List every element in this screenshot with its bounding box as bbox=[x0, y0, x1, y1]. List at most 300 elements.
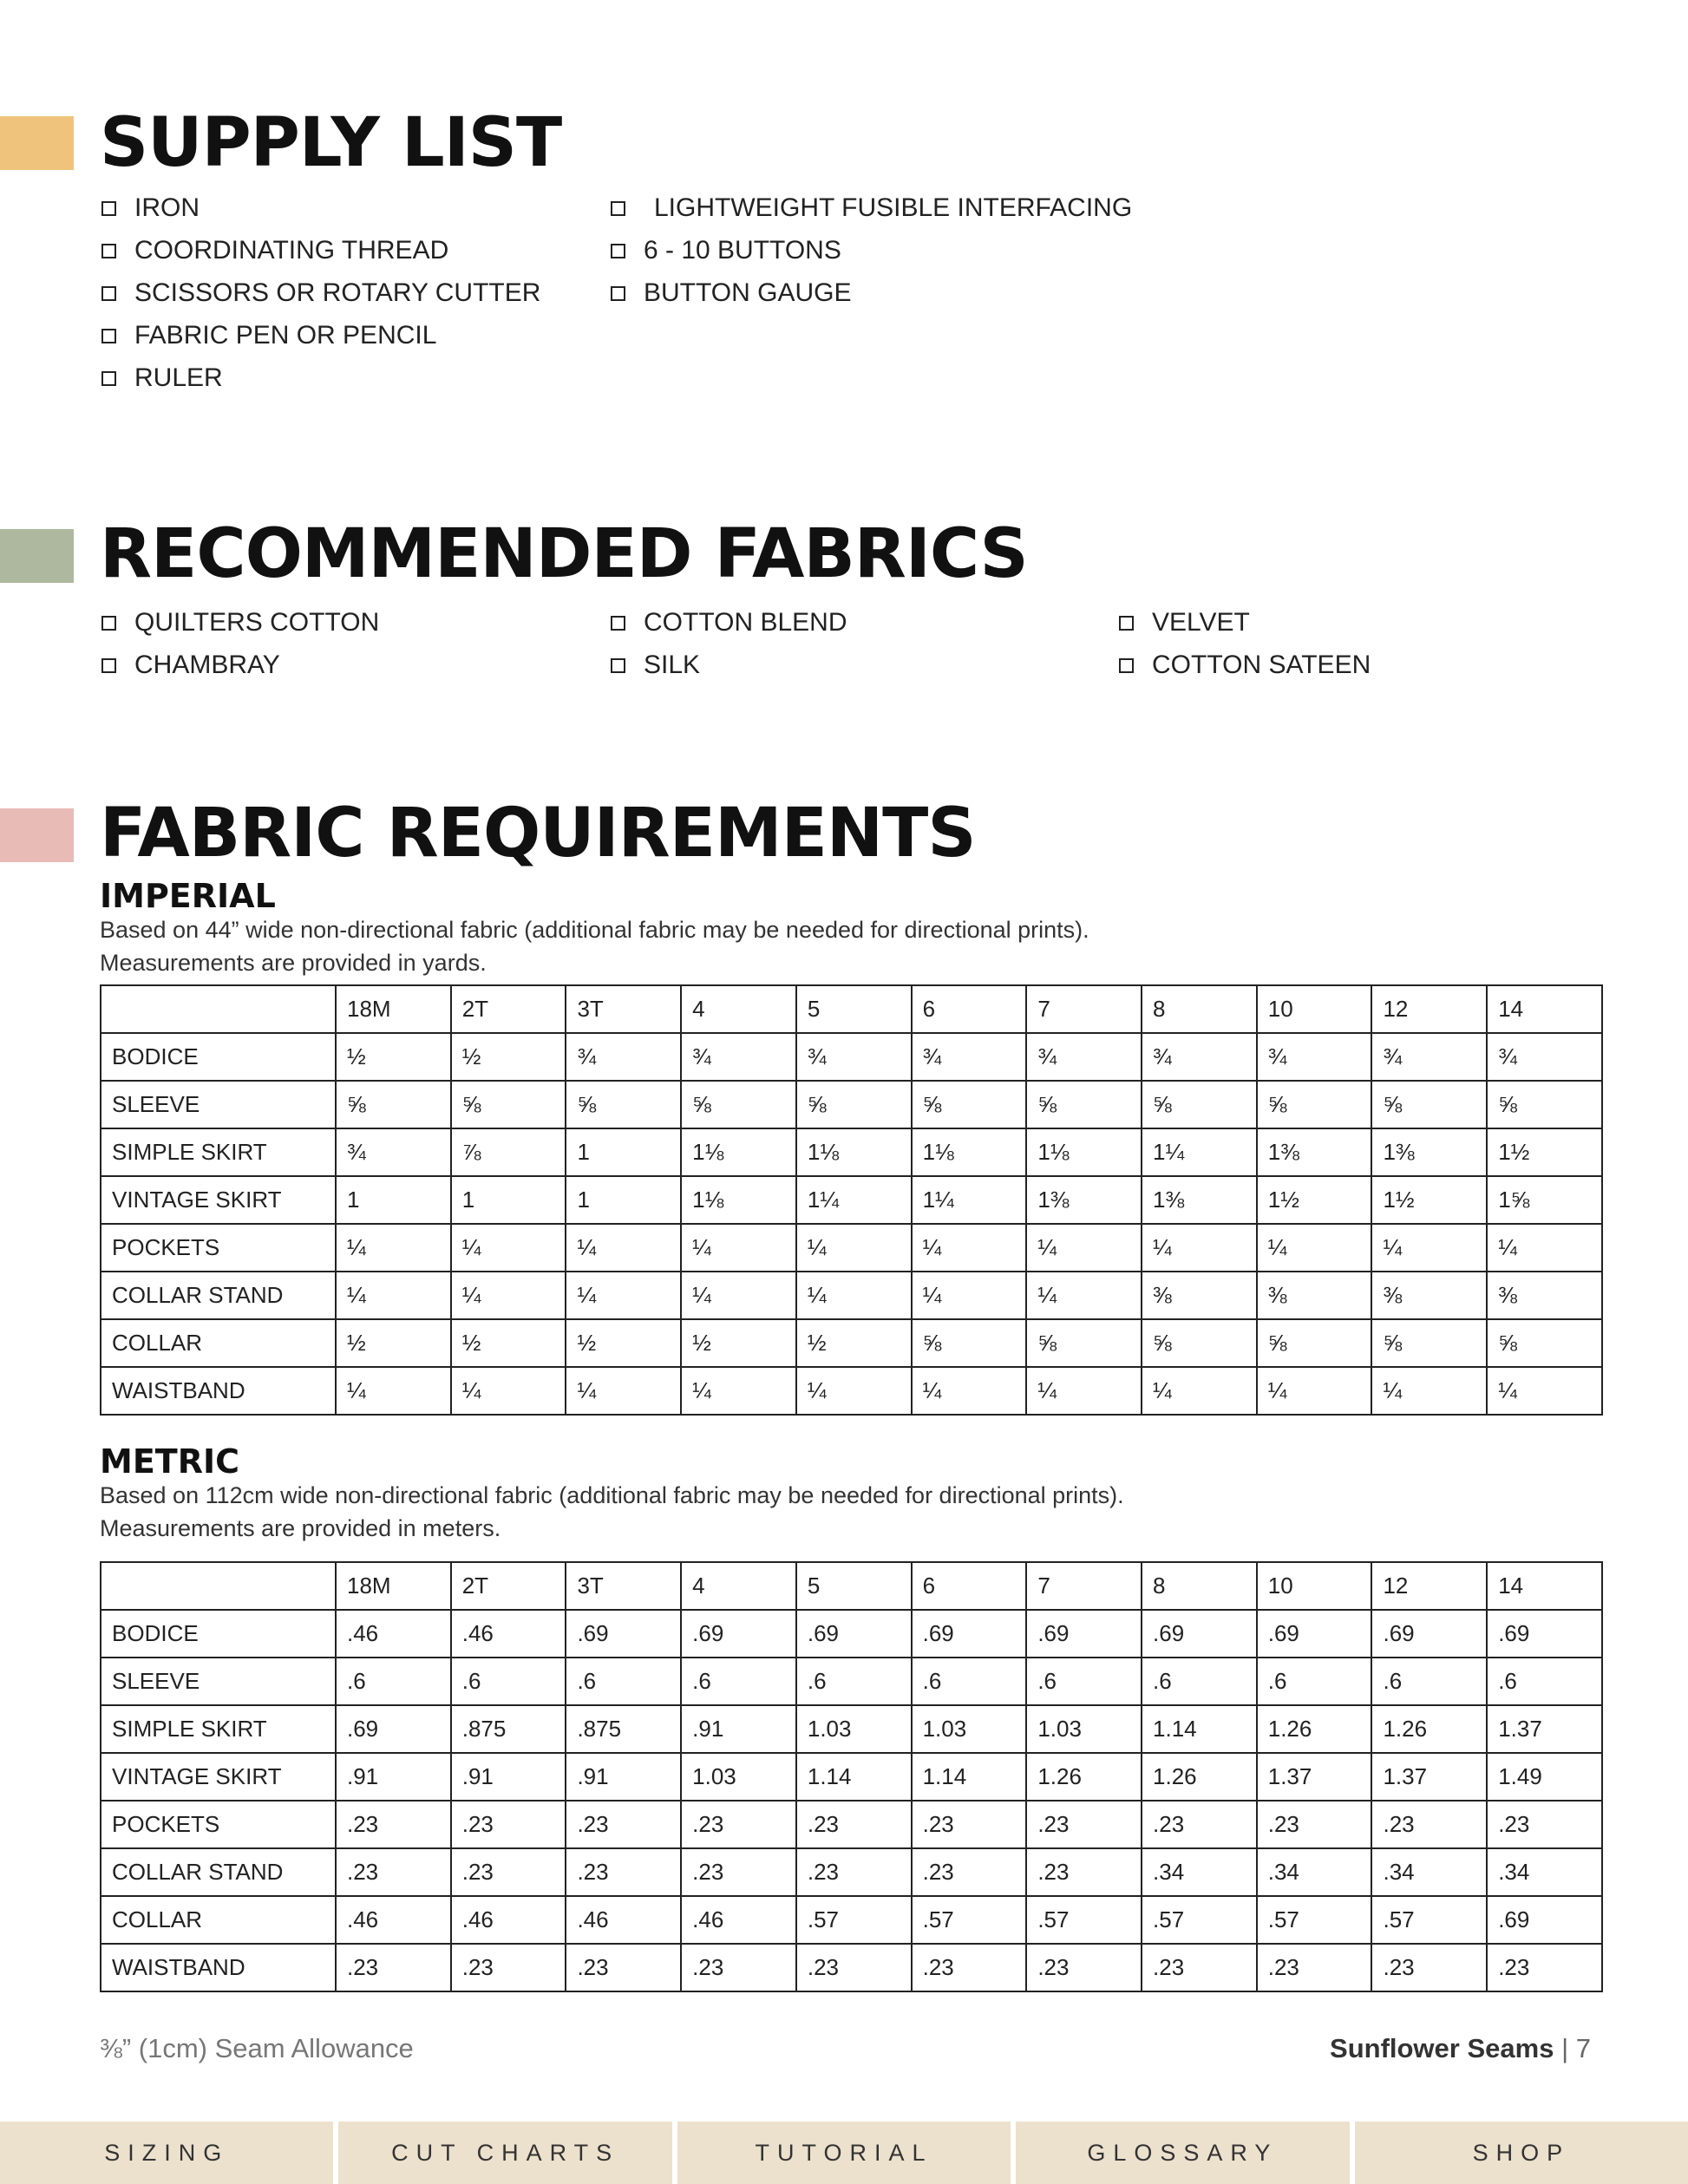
value-cell: .34 bbox=[1371, 1848, 1487, 1896]
fabric-item-chambray[interactable] bbox=[101, 652, 280, 678]
metric-table bbox=[100, 1561, 1603, 1992]
value-cell: .69 bbox=[1371, 1610, 1487, 1658]
requirements-accent-bar bbox=[0, 808, 74, 862]
size-header-cell: 6 bbox=[912, 1562, 1027, 1610]
value-cell: .6 bbox=[1257, 1658, 1372, 1705]
value-cell: ⅝ bbox=[796, 1081, 912, 1128]
value-cell: ½ bbox=[451, 1319, 566, 1367]
value-cell: ¼ bbox=[912, 1224, 1027, 1272]
value-cell: ¼ bbox=[681, 1272, 796, 1319]
value-cell: 1.26 bbox=[1257, 1705, 1372, 1753]
value-cell: .6 bbox=[1026, 1658, 1142, 1705]
value-cell: ¼ bbox=[796, 1224, 912, 1272]
value-cell: 1⅛ bbox=[1026, 1128, 1142, 1176]
value-cell: .57 bbox=[1257, 1896, 1372, 1944]
value-cell: 1⅜ bbox=[1142, 1176, 1257, 1224]
row-label-cell: VINTAGE SKIRT bbox=[101, 1753, 336, 1801]
value-cell: ¾ bbox=[681, 1033, 796, 1081]
value-cell: 1⅛ bbox=[796, 1128, 912, 1176]
value-cell: ¾ bbox=[336, 1128, 451, 1176]
value-cell: ¼ bbox=[796, 1272, 912, 1319]
table-row bbox=[101, 1176, 1602, 1224]
size-header-cell: 7 bbox=[1026, 985, 1142, 1033]
value-cell: .34 bbox=[1142, 1848, 1257, 1896]
imperial-table bbox=[100, 984, 1603, 1416]
nav-cut-charts[interactable]: CUT CHARTS bbox=[338, 2122, 671, 2184]
value-cell: 1.37 bbox=[1487, 1705, 1602, 1753]
supply-item-thread[interactable] bbox=[101, 238, 448, 264]
value-cell: .23 bbox=[451, 1848, 566, 1896]
row-label-cell: SIMPLE SKIRT bbox=[101, 1705, 336, 1753]
supply-list-title: SUPPLY LIST bbox=[100, 104, 562, 182]
value-cell: .23 bbox=[796, 1848, 912, 1896]
checkbox[interactable] bbox=[1119, 616, 1134, 631]
value-cell: .23 bbox=[566, 1801, 681, 1848]
checkbox[interactable] bbox=[101, 329, 116, 343]
value-cell: 1½ bbox=[1371, 1176, 1487, 1224]
metric-table-body bbox=[101, 1562, 1602, 1991]
table-row bbox=[101, 1658, 1602, 1705]
value-cell: ⅝ bbox=[451, 1081, 566, 1128]
value-cell: 1.26 bbox=[1026, 1753, 1142, 1801]
checkbox[interactable] bbox=[611, 286, 625, 301]
nav-tutorial[interactable]: TUTORIAL bbox=[677, 2122, 1011, 2184]
table-row bbox=[101, 1801, 1602, 1848]
value-cell: .23 bbox=[681, 1801, 796, 1848]
fabric-item-silk[interactable] bbox=[611, 652, 700, 678]
supply-item-fabric-pen[interactable] bbox=[101, 323, 436, 349]
value-cell: ¼ bbox=[336, 1272, 451, 1319]
value-cell: ¼ bbox=[1142, 1224, 1257, 1272]
value-cell: .69 bbox=[1257, 1610, 1372, 1658]
fabric-item-label: SILK bbox=[644, 651, 701, 679]
brand-name: Sunflower Seams bbox=[1330, 2033, 1554, 2063]
value-cell: .23 bbox=[1026, 1801, 1142, 1848]
value-cell: .46 bbox=[336, 1610, 451, 1658]
value-cell: .34 bbox=[1487, 1848, 1602, 1896]
value-cell: .46 bbox=[451, 1896, 566, 1944]
value-cell: .69 bbox=[336, 1705, 451, 1753]
value-cell: ¼ bbox=[681, 1224, 796, 1272]
seam-allowance-note: ⅜” (1cm) Seam Allowance bbox=[100, 2033, 414, 2063]
footer-separator: | bbox=[1561, 2033, 1569, 2063]
value-cell: ¾ bbox=[1371, 1033, 1487, 1081]
value-cell: ⅝ bbox=[681, 1081, 796, 1128]
value-cell: ¼ bbox=[1371, 1224, 1487, 1272]
value-cell: .23 bbox=[681, 1848, 796, 1896]
value-cell: ⅝ bbox=[1487, 1319, 1602, 1367]
row-label-cell: POCKETS bbox=[101, 1224, 336, 1272]
size-header-cell: 3T bbox=[566, 1562, 681, 1610]
value-cell: .6 bbox=[681, 1658, 796, 1705]
value-cell: .69 bbox=[1142, 1610, 1257, 1658]
table-corner-cell bbox=[101, 1562, 336, 1610]
checkbox[interactable] bbox=[101, 371, 116, 386]
table-row bbox=[101, 1705, 1602, 1753]
table-row bbox=[101, 1081, 1602, 1128]
value-cell: 1⅛ bbox=[912, 1128, 1027, 1176]
value-cell: ¾ bbox=[566, 1033, 681, 1081]
fabric-item-label: VELVET bbox=[1152, 608, 1250, 637]
size-header-cell: 8 bbox=[1142, 1562, 1257, 1610]
value-cell: 1⅜ bbox=[1371, 1128, 1487, 1176]
checkbox[interactable] bbox=[1119, 658, 1134, 673]
value-cell: .91 bbox=[451, 1753, 566, 1801]
value-cell: ¼ bbox=[566, 1367, 681, 1415]
row-label-cell: WAISTBAND bbox=[101, 1944, 336, 1991]
value-cell: .23 bbox=[566, 1848, 681, 1896]
value-cell: 1.03 bbox=[796, 1705, 912, 1753]
value-cell: 1¼ bbox=[796, 1176, 912, 1224]
size-header-cell: 7 bbox=[1026, 1562, 1142, 1610]
value-cell: ¼ bbox=[681, 1367, 796, 1415]
value-cell: ½ bbox=[796, 1319, 912, 1367]
value-cell: ⅝ bbox=[912, 1319, 1027, 1367]
value-cell: ¼ bbox=[1142, 1367, 1257, 1415]
value-cell: ⅝ bbox=[1257, 1319, 1372, 1367]
value-cell: 1¼ bbox=[912, 1176, 1027, 1224]
value-cell: 1.03 bbox=[681, 1753, 796, 1801]
fabric-item-quilters-cotton[interactable] bbox=[101, 610, 379, 636]
checkbox[interactable] bbox=[611, 244, 625, 258]
value-cell: .23 bbox=[1026, 1944, 1142, 1991]
value-cell: .23 bbox=[336, 1848, 451, 1896]
checkbox[interactable] bbox=[101, 658, 116, 673]
supply-item-scissors[interactable] bbox=[101, 280, 540, 306]
row-label-cell: BODICE bbox=[101, 1033, 336, 1081]
value-cell: .23 bbox=[912, 1801, 1027, 1848]
size-header-cell: 5 bbox=[796, 1562, 912, 1610]
value-cell: .46 bbox=[336, 1896, 451, 1944]
imperial-title: IMPERIAL bbox=[100, 877, 276, 915]
value-cell: .23 bbox=[1142, 1944, 1257, 1991]
table-row bbox=[101, 1128, 1602, 1176]
row-label-cell: VINTAGE SKIRT bbox=[101, 1176, 336, 1224]
value-cell: ⅜ bbox=[1371, 1272, 1487, 1319]
table-row bbox=[101, 1367, 1602, 1415]
fabrics-accent-bar bbox=[0, 529, 74, 583]
supply-item-label: COORDINATING THREAD bbox=[134, 236, 449, 265]
value-cell: .23 bbox=[912, 1944, 1027, 1991]
value-cell: .6 bbox=[1487, 1658, 1602, 1705]
value-cell: 1 bbox=[451, 1176, 566, 1224]
value-cell: ½ bbox=[566, 1319, 681, 1367]
value-cell: .23 bbox=[796, 1944, 912, 1991]
recommended-fabrics-title: RECOMMENDED FABRICS bbox=[100, 515, 1028, 593]
value-cell: .23 bbox=[1142, 1801, 1257, 1848]
value-cell: .23 bbox=[796, 1801, 912, 1848]
imperial-description bbox=[100, 913, 1089, 979]
row-label-cell: COLLAR bbox=[101, 1319, 336, 1367]
checkbox[interactable] bbox=[101, 201, 116, 216]
supply-accent-bar bbox=[0, 116, 74, 170]
supply-item-label: IRON bbox=[134, 193, 200, 222]
nav-glossary[interactable]: GLOSSARY bbox=[1016, 2122, 1349, 2184]
fabric-requirements-title: FABRIC REQUIREMENTS bbox=[100, 794, 976, 873]
supply-item-ruler[interactable] bbox=[101, 365, 223, 391]
value-cell: .57 bbox=[1142, 1896, 1257, 1944]
value-cell: 1⅝ bbox=[1487, 1176, 1602, 1224]
value-cell: .23 bbox=[1257, 1801, 1372, 1848]
row-label-cell: COLLAR STAND bbox=[101, 1848, 336, 1896]
value-cell: .6 bbox=[912, 1658, 1027, 1705]
value-cell: ⅜ bbox=[1487, 1272, 1602, 1319]
checkbox[interactable] bbox=[611, 616, 625, 631]
size-header-cell: 12 bbox=[1371, 985, 1487, 1033]
value-cell: ½ bbox=[336, 1319, 451, 1367]
value-cell: .23 bbox=[451, 1944, 566, 1991]
value-cell: .57 bbox=[1026, 1896, 1142, 1944]
value-cell: .6 bbox=[566, 1658, 681, 1705]
table-row bbox=[101, 1848, 1602, 1896]
value-cell: ¼ bbox=[1026, 1224, 1142, 1272]
fabric-item-label: QUILTERS COTTON bbox=[134, 608, 380, 637]
value-cell: .69 bbox=[1487, 1610, 1602, 1658]
imperial-description-line1: Based on 44” wide non-directional fabric (additional fabric may be needed for directional prints). bbox=[100, 917, 1089, 943]
value-cell: .23 bbox=[451, 1801, 566, 1848]
value-cell: ⅝ bbox=[1142, 1081, 1257, 1128]
value-cell: ⅜ bbox=[1257, 1272, 1372, 1319]
size-header-cell: 8 bbox=[1142, 985, 1257, 1033]
value-cell: ½ bbox=[336, 1033, 451, 1081]
value-cell: ¾ bbox=[1257, 1033, 1372, 1081]
value-cell: ¼ bbox=[566, 1224, 681, 1272]
value-cell: 1⅜ bbox=[1257, 1128, 1372, 1176]
value-cell: ⅝ bbox=[1371, 1081, 1487, 1128]
checkbox[interactable] bbox=[611, 658, 625, 673]
page-number: 7 bbox=[1575, 2033, 1591, 2063]
value-cell: ⅝ bbox=[566, 1081, 681, 1128]
checkbox[interactable] bbox=[101, 616, 116, 631]
value-cell: .23 bbox=[336, 1801, 451, 1848]
value-cell: ⅝ bbox=[1371, 1319, 1487, 1367]
size-header-cell: 12 bbox=[1371, 1562, 1487, 1610]
imperial-table-body bbox=[101, 985, 1602, 1415]
metric-description-line1: Based on 112cm wide non-directional fabric (additional fabric may be needed for directional prints). bbox=[100, 1482, 1124, 1508]
checkbox[interactable] bbox=[611, 201, 625, 216]
value-cell: ¼ bbox=[796, 1367, 912, 1415]
value-cell: ⅝ bbox=[1026, 1319, 1142, 1367]
value-cell: 1 bbox=[336, 1176, 451, 1224]
value-cell: .69 bbox=[912, 1610, 1027, 1658]
value-cell: 1.37 bbox=[1257, 1753, 1372, 1801]
size-header-cell: 10 bbox=[1257, 985, 1372, 1033]
value-cell: .46 bbox=[566, 1896, 681, 1944]
value-cell: ¼ bbox=[566, 1272, 681, 1319]
value-cell: ¾ bbox=[1026, 1033, 1142, 1081]
value-cell: .6 bbox=[796, 1658, 912, 1705]
value-cell: ¼ bbox=[912, 1367, 1027, 1415]
table-header-row bbox=[101, 1562, 1602, 1610]
value-cell: 1½ bbox=[1487, 1128, 1602, 1176]
fabric-item-cotton-blend[interactable] bbox=[611, 610, 847, 636]
value-cell: .6 bbox=[451, 1658, 566, 1705]
metric-description-line2: Measurements are provided in meters. bbox=[100, 1515, 501, 1541]
value-cell: ¼ bbox=[1487, 1367, 1602, 1415]
row-label-cell: SIMPLE SKIRT bbox=[101, 1128, 336, 1176]
size-header-cell: 6 bbox=[912, 985, 1027, 1033]
value-cell: ⅝ bbox=[336, 1081, 451, 1128]
size-header-cell: 14 bbox=[1487, 985, 1602, 1033]
supply-item-interfacing[interactable] bbox=[611, 195, 1132, 221]
supply-item-label: BUTTON GAUGE bbox=[644, 278, 852, 307]
row-label-cell: SLEEVE bbox=[101, 1081, 336, 1128]
size-header-cell: 14 bbox=[1487, 1562, 1602, 1610]
size-header-cell: 5 bbox=[796, 985, 912, 1033]
value-cell: .57 bbox=[912, 1896, 1027, 1944]
value-cell: 1.03 bbox=[1026, 1705, 1142, 1753]
value-cell: 1 bbox=[566, 1176, 681, 1224]
supply-item-buttons[interactable] bbox=[611, 238, 841, 264]
value-cell: .23 bbox=[681, 1944, 796, 1991]
value-cell: .69 bbox=[1026, 1610, 1142, 1658]
value-cell: ½ bbox=[451, 1033, 566, 1081]
value-cell: ¾ bbox=[912, 1033, 1027, 1081]
row-label-cell: COLLAR bbox=[101, 1896, 336, 1944]
value-cell: .23 bbox=[1371, 1801, 1487, 1848]
value-cell: ¼ bbox=[336, 1224, 451, 1272]
bottom-nav bbox=[0, 2122, 1688, 2184]
value-cell: ¼ bbox=[451, 1224, 566, 1272]
imperial-description-line2: Measurements are provided in yards. bbox=[100, 950, 487, 976]
size-header-cell: 3T bbox=[566, 985, 681, 1033]
supply-item-label: RULER bbox=[134, 363, 223, 392]
supply-item-label: SCISSORS OR ROTARY CUTTER bbox=[134, 278, 541, 307]
fabric-item-cotton-sateen[interactable] bbox=[1119, 652, 1371, 678]
table-row bbox=[101, 1610, 1602, 1658]
row-label-cell: BODICE bbox=[101, 1610, 336, 1658]
value-cell: .46 bbox=[681, 1896, 796, 1944]
value-cell: .875 bbox=[451, 1705, 566, 1753]
value-cell: 1.14 bbox=[796, 1753, 912, 1801]
value-cell: ¾ bbox=[1487, 1033, 1602, 1081]
table-row bbox=[101, 1753, 1602, 1801]
value-cell: .23 bbox=[336, 1944, 451, 1991]
value-cell: .875 bbox=[566, 1705, 681, 1753]
value-cell: ¼ bbox=[1487, 1224, 1602, 1272]
value-cell: .6 bbox=[336, 1658, 451, 1705]
value-cell: .23 bbox=[1026, 1848, 1142, 1896]
supply-item-label: FABRIC PEN OR PENCIL bbox=[134, 321, 437, 350]
value-cell: ¾ bbox=[796, 1033, 912, 1081]
table-row bbox=[101, 1224, 1602, 1272]
value-cell: .91 bbox=[681, 1705, 796, 1753]
metric-description bbox=[100, 1479, 1124, 1545]
value-cell: .23 bbox=[566, 1944, 681, 1991]
size-header-cell: 2T bbox=[451, 1562, 566, 1610]
value-cell: .69 bbox=[796, 1610, 912, 1658]
fabric-item-velvet[interactable] bbox=[1119, 610, 1250, 636]
value-cell: ¼ bbox=[1026, 1367, 1142, 1415]
value-cell: ¼ bbox=[1371, 1367, 1487, 1415]
table-row bbox=[101, 1319, 1602, 1367]
value-cell: .91 bbox=[566, 1753, 681, 1801]
value-cell: .46 bbox=[451, 1610, 566, 1658]
value-cell: .69 bbox=[681, 1610, 796, 1658]
checkbox[interactable] bbox=[101, 244, 116, 258]
row-label-cell: SLEEVE bbox=[101, 1658, 336, 1705]
value-cell: ¾ bbox=[1142, 1033, 1257, 1081]
value-cell: 1⅜ bbox=[1026, 1176, 1142, 1224]
value-cell: ⅜ bbox=[1142, 1272, 1257, 1319]
row-label-cell: WAISTBAND bbox=[101, 1367, 336, 1415]
checkbox[interactable] bbox=[101, 286, 116, 301]
value-cell: .23 bbox=[912, 1848, 1027, 1896]
table-corner-cell bbox=[101, 985, 336, 1033]
value-cell: .6 bbox=[1371, 1658, 1487, 1705]
value-cell: .69 bbox=[1487, 1896, 1602, 1944]
value-cell: 1⅛ bbox=[681, 1128, 796, 1176]
table-row bbox=[101, 1944, 1602, 1991]
value-cell: ⅝ bbox=[912, 1081, 1027, 1128]
size-header-cell: 10 bbox=[1257, 1562, 1372, 1610]
table-row bbox=[101, 1272, 1602, 1319]
row-label-cell: COLLAR STAND bbox=[101, 1272, 336, 1319]
value-cell: 1.37 bbox=[1371, 1753, 1487, 1801]
size-header-cell: 18M bbox=[336, 1562, 451, 1610]
size-header-cell: 4 bbox=[681, 985, 796, 1033]
value-cell: ¼ bbox=[336, 1367, 451, 1415]
value-cell: ⅝ bbox=[1026, 1081, 1142, 1128]
metric-title: METRIC bbox=[100, 1442, 239, 1481]
value-cell: ⅞ bbox=[451, 1128, 566, 1176]
value-cell: .91 bbox=[336, 1753, 451, 1801]
value-cell: 1½ bbox=[1257, 1176, 1372, 1224]
value-cell: ¼ bbox=[1257, 1367, 1372, 1415]
value-cell: .23 bbox=[1257, 1944, 1372, 1991]
value-cell: ¼ bbox=[912, 1272, 1027, 1319]
supply-item-iron[interactable] bbox=[101, 195, 200, 221]
value-cell: .23 bbox=[1371, 1944, 1487, 1991]
value-cell: .57 bbox=[796, 1896, 912, 1944]
value-cell: 1.14 bbox=[1142, 1705, 1257, 1753]
value-cell: ¼ bbox=[1026, 1272, 1142, 1319]
supply-item-label: 6 - 10 BUTTONS bbox=[644, 236, 841, 265]
nav-sizing[interactable]: SIZING bbox=[0, 2122, 333, 2184]
page-footer bbox=[1330, 2033, 1591, 2064]
value-cell: 1.26 bbox=[1371, 1705, 1487, 1753]
value-cell: ⅝ bbox=[1257, 1081, 1372, 1128]
value-cell: .69 bbox=[566, 1610, 681, 1658]
supply-item-label: LIGHTWEIGHT FUSIBLE INTERFACING bbox=[654, 193, 1133, 222]
table-row bbox=[101, 1896, 1602, 1944]
value-cell: 1⅛ bbox=[681, 1176, 796, 1224]
table-row bbox=[101, 1033, 1602, 1081]
size-header-cell: 4 bbox=[681, 1562, 796, 1610]
value-cell: ½ bbox=[681, 1319, 796, 1367]
nav-shop[interactable]: SHOP bbox=[1355, 2122, 1688, 2184]
size-header-cell: 18M bbox=[336, 985, 451, 1033]
value-cell: .23 bbox=[1487, 1944, 1602, 1991]
value-cell: .6 bbox=[1142, 1658, 1257, 1705]
value-cell: ¼ bbox=[451, 1367, 566, 1415]
row-label-cell: POCKETS bbox=[101, 1801, 336, 1848]
value-cell: 1 bbox=[566, 1128, 681, 1176]
supply-item-button-gauge[interactable] bbox=[611, 280, 851, 306]
value-cell: 1.49 bbox=[1487, 1753, 1602, 1801]
value-cell: ⅝ bbox=[1142, 1319, 1257, 1367]
value-cell: ¼ bbox=[1257, 1224, 1372, 1272]
value-cell: 1.26 bbox=[1142, 1753, 1257, 1801]
fabric-item-label: COTTON BLEND bbox=[644, 608, 847, 637]
size-header-cell: 2T bbox=[451, 985, 566, 1033]
value-cell: .57 bbox=[1371, 1896, 1487, 1944]
value-cell: 1¼ bbox=[1142, 1128, 1257, 1176]
value-cell: 1.03 bbox=[912, 1705, 1027, 1753]
value-cell: ¼ bbox=[451, 1272, 566, 1319]
value-cell: ⅝ bbox=[1487, 1081, 1602, 1128]
value-cell: .23 bbox=[1487, 1801, 1602, 1848]
